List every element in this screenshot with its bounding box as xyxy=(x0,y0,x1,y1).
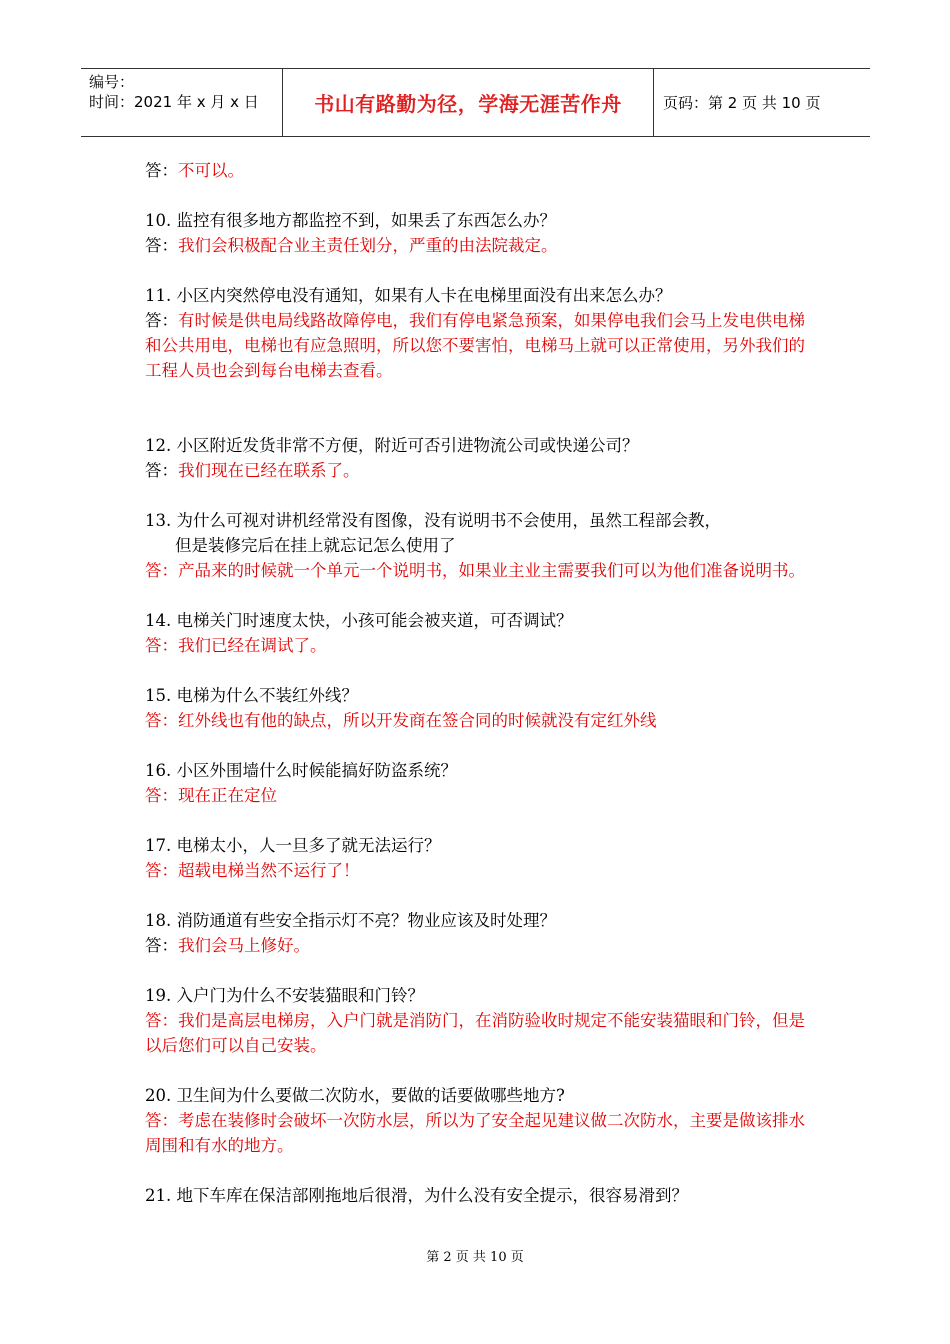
qa-item xyxy=(145,608,815,658)
qa-item xyxy=(145,508,815,583)
answer-text: 有时候是供电局线路故障停电，我们有停电紧急预案，如果停电我们会马上发电供电梯和公共用电，电梯也有应急照明，所以您不要害怕，电梯马上就可以正常使用，另外我们的工程人员也会到每台电梯去查看。 xyxy=(145,311,805,380)
answer xyxy=(145,558,815,583)
answer xyxy=(145,308,815,383)
question: 21. 地下车库在保洁部刚拖地后很滑，为什么没有安全提示，很容易滑到？ xyxy=(145,1186,688,1205)
qa-item xyxy=(145,208,815,258)
question-continued: 但是装修完后在挂上就忘记怎么使用了 xyxy=(175,536,456,555)
question: 13. 为什么可视对讲机经常没有图像，没有说明书不会使用，虽然工程部会教， xyxy=(145,511,721,530)
answer xyxy=(145,458,815,483)
answer-text: 我们会马上修好。 xyxy=(178,936,310,955)
question: 16. 小区外围墙什么时候能搞好防盗系统？ xyxy=(145,761,457,780)
answer xyxy=(145,233,815,258)
question: 20. 卫生间为什么要做二次防水，要做的话要做哪些地方? xyxy=(145,1086,565,1105)
date-line: 时间：2021 年 x 月 x 日 xyxy=(89,93,259,111)
question: 19. 入户门为什么不安装猫眼和门铃？ xyxy=(145,986,424,1005)
answer-text: 我们会积极配合业主责任划分，严重的由法院裁定。 xyxy=(178,236,558,255)
answer xyxy=(145,783,815,808)
page-footer: 第 2 页 共 10 页 xyxy=(426,1250,524,1265)
qa-item xyxy=(145,283,815,383)
question: 15. 电梯为什么不装红外线？ xyxy=(145,686,358,705)
answer-prefix: 答： xyxy=(145,861,178,880)
question: 11. 小区内突然停电没有通知，如果有人卡在电梯里面没有出来怎么办？ xyxy=(145,286,672,305)
answer-text: 现在正在定位 xyxy=(178,786,277,805)
question: 17. 电梯太小，人一旦多了就无法运行？ xyxy=(145,836,441,855)
answer xyxy=(145,933,815,958)
question: 12. 小区附近发货非常不方便，附近可否引进物流公司或快递公司？ xyxy=(145,436,639,455)
qa-item xyxy=(145,1083,815,1158)
answer-prefix: 答： xyxy=(145,1011,178,1030)
answer-prefix: 答： xyxy=(145,936,178,955)
document-header xyxy=(81,68,870,137)
answer-prefix: 答： xyxy=(145,786,178,805)
answer-text: 我们现在已经在联系了。 xyxy=(178,461,360,480)
qa-item xyxy=(145,158,815,183)
qa-item xyxy=(145,1183,815,1208)
answer-prefix: 答： xyxy=(145,636,178,655)
answer-text: 不可以。 xyxy=(178,161,244,180)
header-page-info: 页码：第 2 页 共 10 页 xyxy=(663,94,821,112)
header-motto: 书山有路勤为径，学海无涯苦作舟 xyxy=(283,69,654,136)
answer-prefix: 答： xyxy=(145,711,178,730)
answer-prefix: 答： xyxy=(145,1111,178,1130)
answer xyxy=(145,158,815,183)
qa-item xyxy=(145,683,815,733)
answer xyxy=(145,858,815,883)
header-meta xyxy=(81,69,283,136)
answer xyxy=(145,1008,815,1058)
answer-text: 我们是高层电梯房，入户门就是消防门，在消防验收时规定不能安装猫眼和门铃，但是以后您们可以自己安装。 xyxy=(145,1011,805,1055)
answer-prefix: 答： xyxy=(145,311,178,330)
answer-prefix: 答： xyxy=(145,161,178,180)
answer-prefix: 答： xyxy=(145,461,178,480)
qa-item xyxy=(145,758,815,808)
answer-text: 超载电梯当然不运行了！ xyxy=(178,861,360,880)
qa-item xyxy=(145,908,815,958)
answer-text: 产品来的时候就一个单元一个说明书，如果业主业主需要我们可以为他们准备说明书。 xyxy=(178,561,805,580)
answer xyxy=(145,1108,815,1158)
qa-content xyxy=(145,158,815,1233)
number-label: 编号： xyxy=(89,73,135,91)
answer-text: 我们已经在调试了。 xyxy=(178,636,327,655)
answer-text: 红外线也有他的缺点，所以开发商在签合同的时候就没有定红外线 xyxy=(178,711,657,730)
qa-item xyxy=(145,833,815,883)
question: 18. 消防通道有些安全指示灯不亮？物业应该及时处理？ xyxy=(145,911,556,930)
qa-item xyxy=(145,433,815,483)
answer-prefix: 答： xyxy=(145,236,178,255)
qa-item xyxy=(145,983,815,1058)
answer xyxy=(145,633,815,658)
answer xyxy=(145,708,815,733)
question: 10. 监控有很多地方都监控不到，如果丢了东西怎么办？ xyxy=(145,211,556,230)
question: 14. 电梯关门时速度太快，小孩可能会被夹道，可否调试？ xyxy=(145,611,573,630)
answer-prefix: 答： xyxy=(145,561,178,580)
answer-text: 考虑在装修时会破坏一次防水层，所以为了安全起见建议做二次防水，主要是做该排水周围和有水的地方。 xyxy=(145,1111,805,1155)
